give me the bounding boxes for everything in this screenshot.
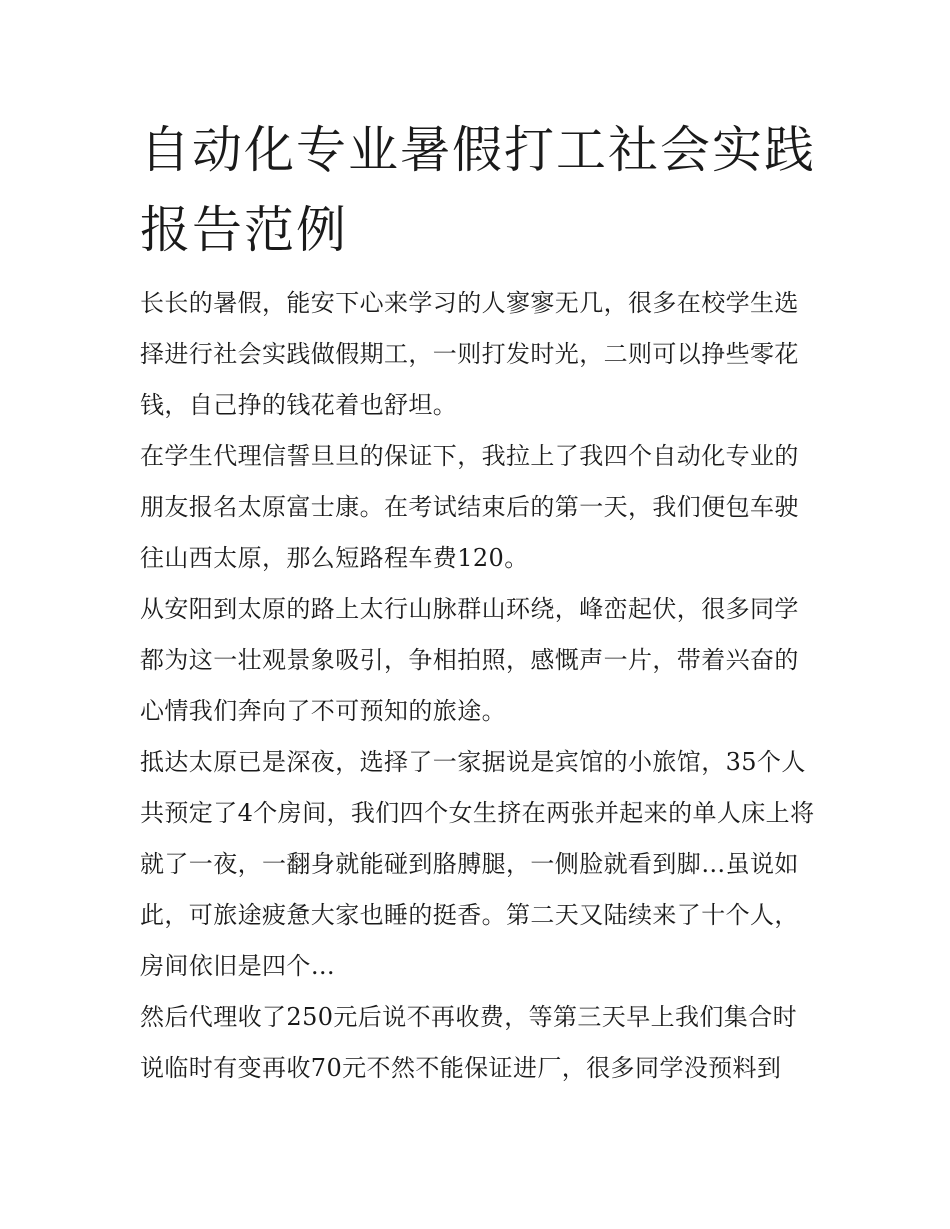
paragraph-1: 长长的暑假，能安下心来学习的人寥寥无几，很多在校学生选择进行社会实践做假期工，一则打发时光，二则可以挣些零花钱，自己挣的钱花着也舒坦。 xyxy=(140,289,799,419)
paragraph-5: 然后代理收了250元后说不再收费，等第三天早上我们集合时说临时有变再收70元不然不能保证进厂，很多同学没预料到 xyxy=(140,1003,798,1082)
paragraph-2: 在学生代理信誓旦旦的保证下，我拉上了我四个自动化专业的朋友报名太原富士康。在考试结束后的第一天，我们便包车驶往山西太原，那么短路程车费120。 xyxy=(140,442,799,572)
paragraph-3: 从安阳到太原的路上太行山脉群山环绕，峰峦起伏，很多同学都为这一壮观景象吸引，争相拍照，感慨声一片，带着兴奋的心情我们奔向了不可预知的旅途。 xyxy=(140,595,799,725)
document-body xyxy=(140,278,820,1094)
document-title: 自动化专业暑假打工社会实践报告范例 xyxy=(140,121,816,259)
paragraph-4: 抵达太原已是深夜，选择了一家据说是宾馆的小旅馆，35个人共预定了4个房间，我们四个女生挤在两张并起来的单人床上将就了一夜，一翻身就能碰到胳膊腿，一侧脸就看到脚…虽说如此，可旅途疲惫大家也睡的挺香。第二天又陆续来了十个人，房间依旧是四个… xyxy=(140,748,815,980)
